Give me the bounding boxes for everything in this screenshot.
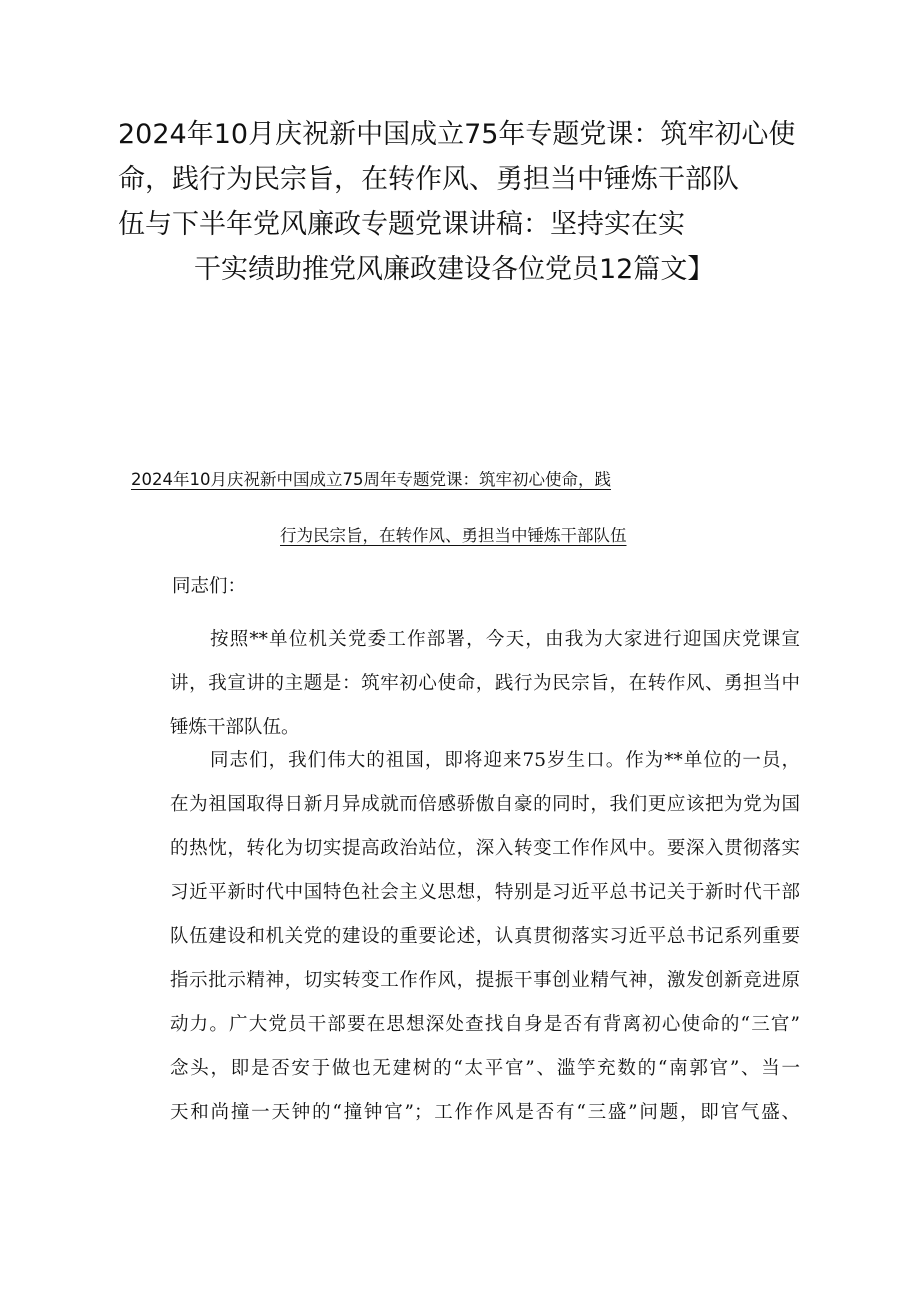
main-title-line-1: 2024年10月庆祝新中国成立75年专题党课：筑牢初心使 [118, 119, 796, 150]
section-title-line-1: 2024年10月庆祝新中国成立75周年专题党课：筑牢初心使命，践 [131, 470, 611, 489]
main-title-line-3: 伍与下半年党风廉政专题党课讲稿：坚持实在实 [118, 209, 685, 240]
paragraph-2-line: 天和尚撞一天钟的“撞钟官”；工作作风是否有“三盛”问题，即官气盛、 [170, 1102, 800, 1123]
paragraph-2-line: 习近平新时代中国特色社会主义思想，特别是习近平总书记关于新时代干部 [170, 882, 800, 903]
main-title-line-4: 干实绩助推党风廉政建设各位党员12篇文】 [194, 254, 715, 285]
paragraph-2-line: 在为祖国取得日新月异成就而倍感骄傲自豪的同时，我们更应该把为党为国 [170, 794, 800, 815]
paragraph-2-line: 动力。广大党员干部要在思想深处查找自身是否有背离初心使命的“三官” [170, 1014, 800, 1035]
paragraph-2-line: 念头，即是否安于做也无建树的“太平官”、滥竽充数的“南郭官”、当一 [170, 1058, 800, 1079]
greeting: 同志们： [172, 576, 247, 597]
paragraph-2-line: 同志们，我们伟大的祖国，即将迎来75岁生口。作为**单位的一员， [210, 750, 800, 771]
paragraph-2 [130, 739, 800, 1135]
section-title-line-2: 行为民宗旨，在转作风、勇担当中锤炼干部队伍 [280, 526, 627, 545]
paragraph-1-line: 锤炼干部队伍。 [170, 717, 300, 738]
paragraph-1 [130, 618, 800, 750]
paragraph-2-line: 队伍建设和机关党的建设的重要论述，认真贯彻落实习近平总书记系列重要 [170, 926, 800, 947]
paragraph-1-line: 按照**单位机关党委工作部署，今天，由我为大家进行迎国庆党课宣 [210, 629, 800, 650]
paragraph-2-line: 的热忱，转化为切实提高政治站位，深入转变工作作风中。要深入贯彻落实 [170, 838, 800, 859]
main-title-line-2: 命，践行为民宗旨，在转作风、勇担当中锤炼干部队 [118, 164, 739, 195]
paragraph-2-line: 指示批示精神，切实转变工作作风，提振干事创业精气神，激发创新竞进原 [170, 970, 800, 991]
paragraph-1-line: 讲，我宣讲的主题是：筑牢初心使命，践行为民宗旨，在转作风、勇担当中 [170, 673, 800, 694]
document-main-title [118, 112, 808, 292]
